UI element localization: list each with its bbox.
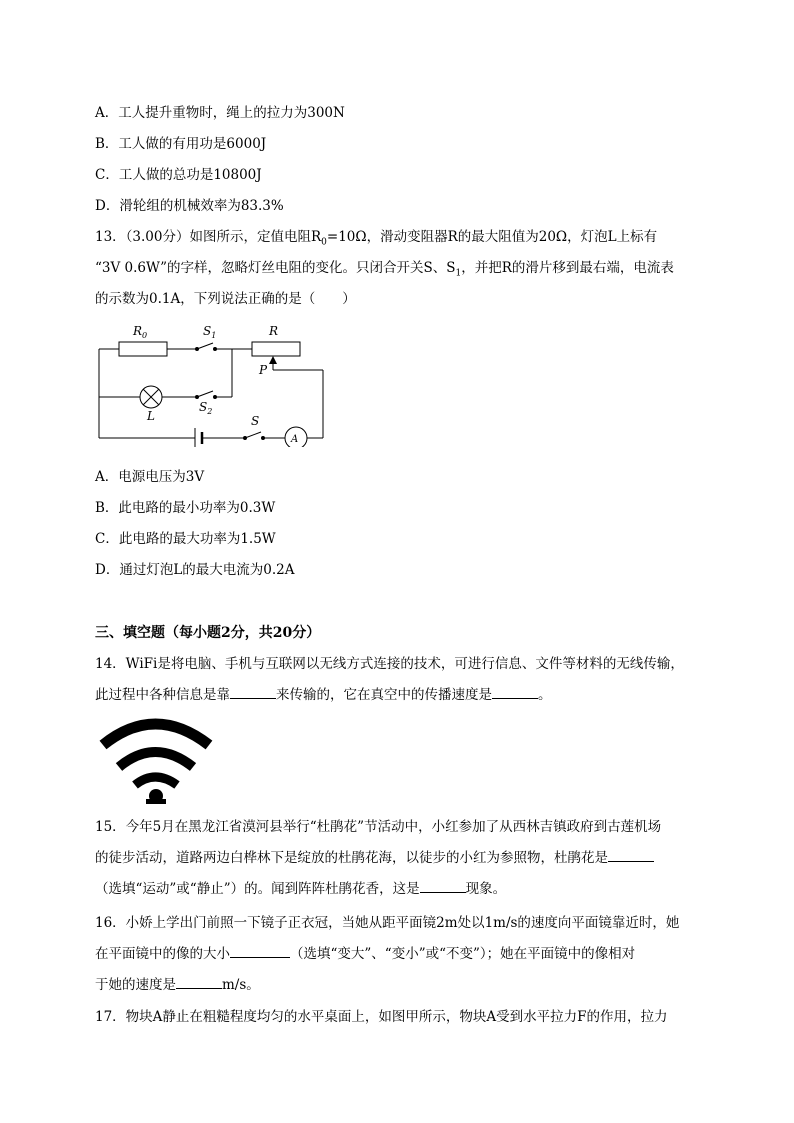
q13-option-a: A．电源电压为3V [95,469,205,485]
q16-line2: 在平面镜中的像的大小 （选填“变大”、“变小”或“不变”）；她在平面镜中的像相对 [95,946,636,962]
q15-line2: 的徒步活动，道路两边白桦林下是绽放的杜鹃花海，以徒步的小红为参照物，杜鹃花是 [95,849,654,867]
label-s: S [251,414,260,428]
answer-blank[interactable] [176,976,222,989]
switch-s1 [197,343,213,349]
q12-option-d: D．滑轮组的机械效率为83.3% [95,198,284,214]
label-s2: $S_2$ [199,400,213,416]
slider-arrow [269,356,277,364]
q13-option-d: D．通过灯泡L的最大电流为0.2A [95,562,295,578]
q15-line3: （选填“运动”或“静止”）的。闻到阵阵杜鹃花香，这是 现象。 [95,881,507,897]
q17-line1: 17．物块A静止在粗糙程度均匀的水平桌面上，如图甲所示，物块A受到水平拉力F的作用，拉力 [95,1009,668,1025]
q14-line1: 14．WiFi是将电脑、手机与互联网以无线方式连接的技术，可进行信息、文件等材料的无线传输， [95,656,684,672]
q14-line2: 此过程中各种信息是靠 来传输的，它在真空中的传播速度是 。 [95,687,552,703]
label-p: P [259,363,268,377]
q13-option-b: B．此电路的最小功率为0.3W [95,500,276,516]
switch-s [245,432,261,438]
answer-blank[interactable] [230,686,276,699]
answer-blank[interactable] [230,945,290,958]
rheostat-r [252,342,300,356]
q12-option-b: B．工人做的有用功是6000J [95,136,267,152]
q13-stem-line1: 13．（3.00分）如图所示，定值电阻$R_0=10\Omega$，滑动变阻器R的最大阻值为20Ω，灯泡L上标有 [95,229,658,248]
label-l: L [147,409,155,423]
answer-blank[interactable] [420,880,466,893]
q16-line1: 16．小娇上学出门前照一下镜子正衣冠，当她从距平面镜2m处以1m/s的速度向平面镜靠近时，她 [95,915,680,931]
label-r: R [269,324,279,338]
circuit-diagram [95,322,335,447]
label-s1: $S_1$ [203,324,217,340]
answer-blank[interactable] [492,686,538,699]
q12-option-a: A．工人提升重物时，绳上的拉力为300N [95,105,345,121]
q13-stem-line3: 的示数为0.1A，下列说法正确的是（ ） [95,291,356,307]
q16-line3: 于她的速度是 m/s。 [95,977,260,993]
answer-blank[interactable] [608,849,654,862]
label-r0: $R_0$ [133,324,148,340]
label-a: A [291,434,299,445]
q13-option-c: C．此电路的最大功率为1.5W [95,531,276,547]
section-title: 三、填空题（每小题2分，共20分） [95,625,321,641]
switch-s2 [197,391,213,397]
q13-stem-line2: “3V 0.6W”的字样，忽略灯丝电阻的变化。只闭合开关S、$S_1$，并把R的滑片移到最右端，电流表 [95,260,674,279]
resistor-r0 [119,342,167,356]
wifi-icon [97,715,215,807]
q15-line1: 15．今年5月在黑龙江省漠河县举行“杜鹃花”节活动中，小红参加了从西林吉镇政府到古莲机场 [95,819,662,835]
q12-option-c: C．工人做的总功是10800J [95,167,262,183]
